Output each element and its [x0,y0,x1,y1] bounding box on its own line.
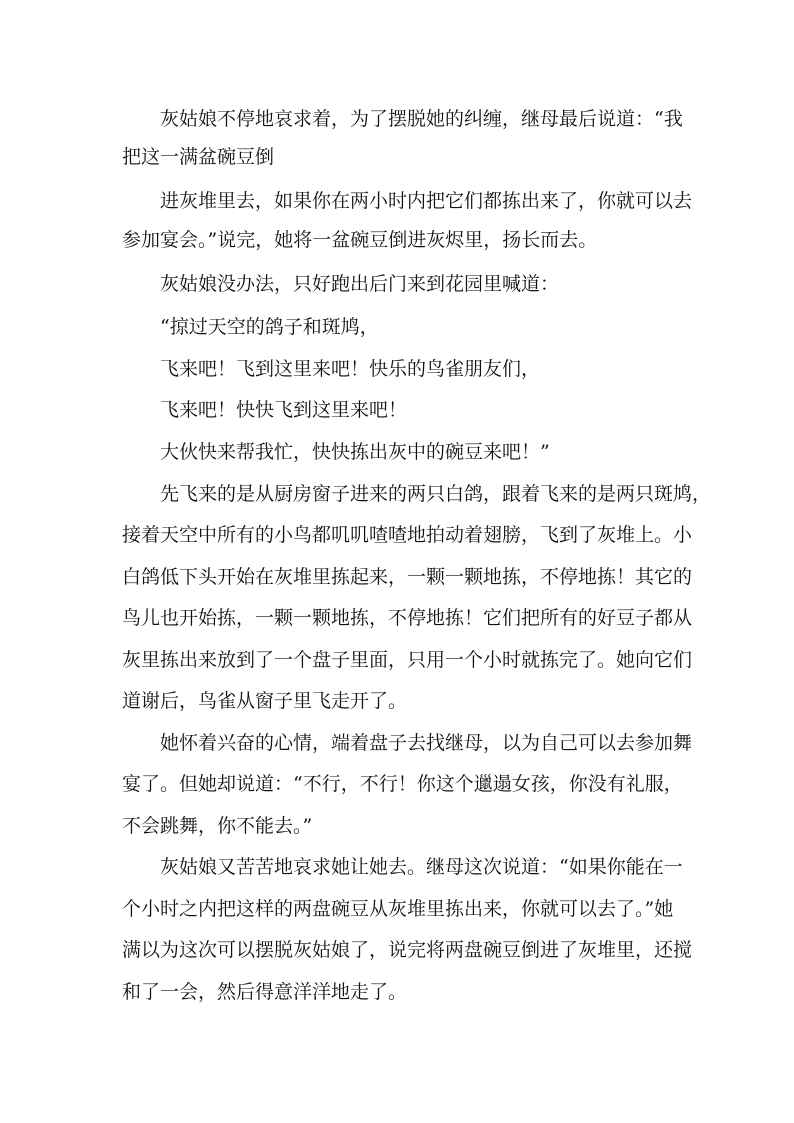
text-line: 不会跳舞，你不能去。” [122,815,313,837]
text-line: 灰姑娘不停地哀求着，为了摆脱她的纠缠，继母最后说道：“我 [160,108,683,130]
text-line: 灰姑娘没办法，只好跑出后门来到花园里喊道： [160,273,560,295]
text-line: 进灰堆里去，如果你在两小时内把它们都拣出来了，你就可以去 [160,190,693,212]
text-line: 飞来吧！快快飞到这里来吧！ [160,399,408,421]
text-line: 鸟儿也开始拣，一颗一颗地拣，不停地拣！它们把所有的好豆子都从 [122,607,693,629]
text-line: 接着天空中所有的小鸟都叽叽喳喳地拍动着翅膀，飞到了灰堆上。小 [122,524,693,546]
text-line: 个小时之内把这样的两盘碗豆从灰堆里拣出来，你就可以去了。”她 [122,898,674,920]
text-line: 先飞来的是从厨房窗子进来的两只白鸽，跟着飞来的是两只斑鸠， [160,483,712,505]
text-line: 飞来吧！飞到这里来吧！快乐的鸟雀朋友们， [160,358,541,380]
text-line: 参加宴会。”说完，她将一盆碗豆倒进灰烬里，扬长而去。 [122,229,598,251]
text-line: 灰姑娘又苦苦地哀求她让她去。继母这次说道：“如果你能在一 [160,856,683,878]
text-line: 把这一满盆碗豆倒 [122,146,275,168]
text-line: 宴了。但她却说道：“不行，不行！你这个邋遢女孩，你没有礼服， [122,773,683,795]
text-line: 灰里拣出来放到了一个盘子里面，只用一个小时就拣完了。她向它们 [122,649,693,671]
text-line: 满以为这次可以摆脱灰姑娘了，说完将两盘碗豆倒进了灰堆里，还搅 [122,939,693,961]
text-line: 白鸽低下头开始在灰堆里拣起来，一颗一颗地拣，不停地拣！其它的 [122,566,693,588]
text-line: 和了一会，然后得意洋洋地走了。 [122,981,408,1003]
text-line: 大伙快来帮我忙，快快拣出灰中的碗豆来吧！” [160,441,550,463]
text-line: “掠过天空的鸽子和斑鸠， [160,316,379,338]
text-line: 道谢后，鸟雀从窗子里飞走开了。 [122,690,408,712]
text-line: 她怀着兴奋的心情，端着盘子去找继母，以为自己可以去参加舞 [160,732,693,754]
